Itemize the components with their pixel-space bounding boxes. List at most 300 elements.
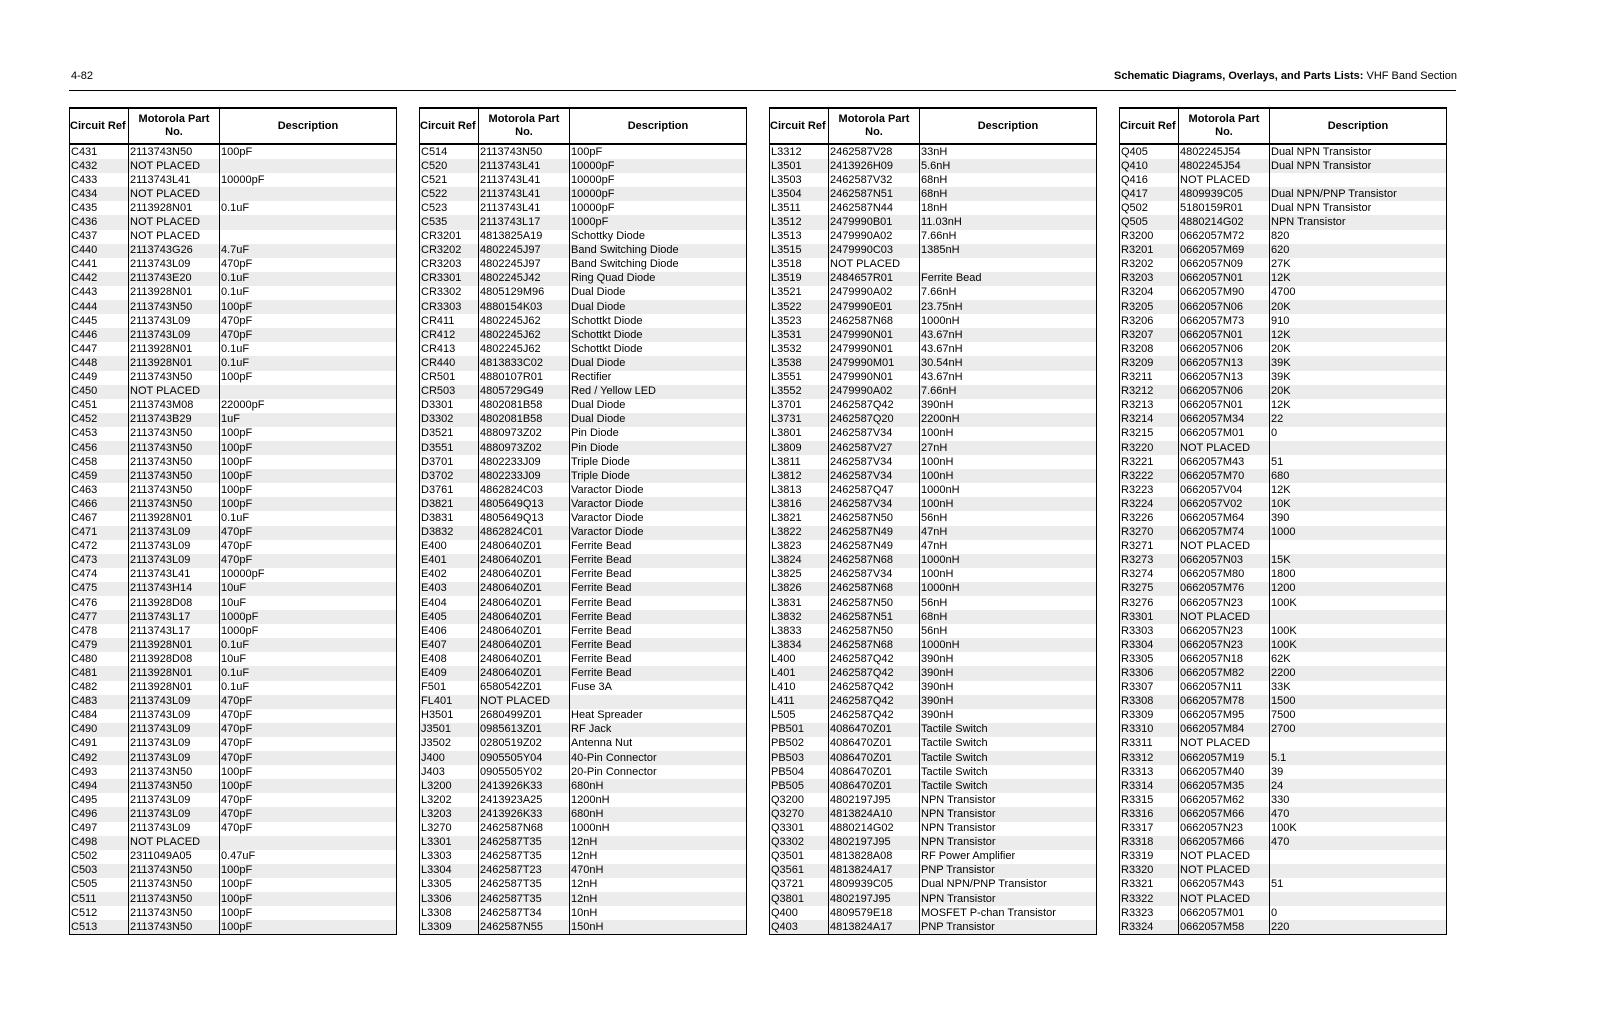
description-cell: Schottkt Diode [571, 314, 643, 327]
description-cell: 39K [1270, 356, 1447, 370]
circuit-ref-cell: C448 [70, 356, 129, 370]
circuit-ref-cell: Q3501 [770, 850, 829, 864]
table-row [70, 582, 397, 596]
part-number-cell: 2113743N50 [129, 455, 220, 469]
circuit-ref-cell: C441 [70, 258, 129, 272]
circuit-ref-cell: R3271 [1120, 540, 1179, 554]
table-row [770, 906, 1097, 920]
part-number-cell: NOT PLACED [1179, 737, 1270, 751]
part-number-cell: 4813824A17 [829, 920, 920, 935]
part-number-cell: 2462587T35 [479, 836, 570, 850]
table-body [1120, 144, 1447, 935]
circuit-ref-cell: R3223 [1120, 483, 1179, 497]
description-cell [1270, 441, 1447, 455]
circuit-ref-cell: R3303 [1120, 624, 1179, 638]
description-cell: 150nH [570, 920, 747, 935]
description-cell: Dual NPN Transistor [1271, 145, 1372, 158]
part-number-cell: 4880973Z02 [479, 441, 570, 455]
circuit-ref-cell: C449 [70, 371, 129, 385]
description-cell: 1500 [1270, 695, 1447, 709]
part-number-cell: 0662057N06 [1179, 300, 1270, 314]
table-row [770, 695, 1097, 709]
column-header-description: Description [920, 108, 1097, 144]
description-cell: 0.1uF [221, 201, 250, 214]
circuit-ref-cell: R3322 [1120, 892, 1179, 906]
table-row [70, 554, 397, 568]
part-number-cell: 0662057N01 [1179, 328, 1270, 342]
part-number-cell: 4813824A17 [829, 864, 920, 878]
description-cell: NPN Transistor [1270, 215, 1447, 229]
description-cell: 0.1uF [221, 511, 250, 524]
description-cell: 100K [1271, 624, 1297, 637]
description-cell: 12nH [571, 850, 598, 863]
circuit-ref-cell: Q3721 [770, 878, 829, 892]
table-row [420, 272, 747, 286]
description-cell: 68nH [920, 187, 1097, 201]
circuit-ref-cell: R3273 [1120, 554, 1179, 568]
table-row [420, 497, 747, 511]
circuit-ref-cell: C466 [70, 497, 129, 511]
circuit-ref-cell: R3224 [1120, 497, 1179, 511]
description-cell: 0.1uF [220, 638, 397, 652]
table-row [770, 737, 1097, 751]
part-number-cell: 6580542Z01 [479, 681, 570, 695]
part-number-cell: 4805649Q13 [479, 511, 570, 525]
table-row [420, 779, 747, 793]
table-row [1120, 723, 1447, 737]
part-number-cell: 2113928D08 [129, 596, 220, 610]
circuit-ref-cell: D3831 [420, 511, 479, 525]
part-number-cell: 2113743N50 [129, 906, 220, 920]
circuit-ref-cell: R3274 [1120, 568, 1179, 582]
part-number-cell: 4809939C05 [829, 878, 920, 892]
circuit-ref-cell: C473 [70, 554, 129, 568]
description-cell: 10000pF [571, 201, 615, 214]
description-cell: 12nH [570, 836, 747, 850]
circuit-ref-cell: D3832 [420, 526, 479, 540]
part-number-cell: 2413923A25 [479, 793, 570, 807]
circuit-ref-cell: C520 [420, 159, 479, 173]
description-cell [1270, 173, 1447, 187]
circuit-ref-cell: L3822 [770, 526, 829, 540]
circuit-ref-cell: R3207 [1120, 328, 1179, 342]
part-number-cell: 2462587N50 [829, 511, 920, 525]
part-number-cell: 2113928N01 [129, 201, 220, 215]
part-number-cell: 2479990A02 [829, 230, 920, 244]
table-row [420, 765, 747, 779]
circuit-ref-cell: C490 [70, 723, 129, 737]
circuit-ref-cell: E402 [420, 568, 479, 582]
part-number-cell: 2480640Z01 [479, 652, 570, 666]
table-row [420, 413, 747, 427]
description-cell: PNP Transistor [920, 864, 1097, 878]
part-number-cell: 2113743N50 [129, 144, 220, 159]
description-cell [220, 187, 397, 201]
part-number-cell: 2462587T34 [479, 906, 570, 920]
part-number-cell: 2462587N68 [829, 554, 920, 568]
part-number-cell: 2113743L09 [129, 737, 220, 751]
table-row [420, 526, 747, 540]
circuit-ref-cell: C484 [70, 709, 129, 723]
part-number-cell: 4813824A10 [829, 807, 920, 821]
table-row [770, 511, 1097, 525]
table-row [70, 737, 397, 751]
description-cell: 1uF [220, 413, 397, 427]
part-number-cell: NOT PLACED [1179, 173, 1270, 187]
description-cell: Tactile Switch [920, 779, 1097, 793]
table-row [70, 413, 397, 427]
circuit-ref-cell: C494 [70, 779, 129, 793]
description-cell: 1000pF [220, 610, 397, 624]
description-cell: 470pF [220, 751, 397, 765]
description-cell: 43.67nH [921, 342, 963, 355]
circuit-ref-cell: C535 [420, 215, 479, 229]
table-row [1120, 836, 1447, 850]
circuit-ref-cell: L3834 [770, 638, 829, 652]
part-number-cell: 2113743N50 [129, 878, 220, 892]
part-number-cell: 2113743L41 [479, 201, 570, 215]
table-row [70, 328, 397, 342]
part-number-cell: 2480640Z01 [479, 596, 570, 610]
table-row [770, 526, 1097, 540]
part-number-cell: 4880214G02 [829, 822, 920, 836]
part-number-cell: 0662057M19 [1179, 751, 1270, 765]
table-row [1120, 892, 1447, 906]
table-row [420, 314, 747, 328]
table-row [1120, 765, 1447, 779]
description-cell: Dual NPN/PNP Transistor [921, 878, 1047, 891]
circuit-ref-cell: R3307 [1120, 681, 1179, 695]
circuit-ref-cell: D3701 [420, 455, 479, 469]
description-cell: 12K [1271, 399, 1291, 412]
table-row [70, 371, 397, 385]
circuit-ref-cell: C521 [420, 173, 479, 187]
table-row [770, 286, 1097, 300]
part-number-cell: 2113743B29 [129, 413, 220, 427]
table-row [1120, 779, 1447, 793]
table-row [770, 638, 1097, 652]
description-cell: 100pF [220, 469, 397, 483]
circuit-ref-cell: R3202 [1120, 258, 1179, 272]
table-row [70, 314, 397, 328]
column-header-circuit-ref: Circuit Ref [420, 108, 479, 144]
part-number-cell: 2462587T35 [479, 850, 570, 864]
part-number-cell: 2113928N01 [129, 511, 220, 525]
circuit-ref-cell: R3309 [1120, 709, 1179, 723]
circuit-ref-cell: R3316 [1120, 807, 1179, 821]
part-number-cell: 2113743N50 [129, 892, 220, 906]
section-title: Schematic Diagrams, Overlays, and Parts Lists: [1113, 70, 1364, 82]
part-number-cell: 2113743M08 [129, 399, 220, 413]
table-row [1120, 681, 1447, 695]
table-row [770, 441, 1097, 455]
table-row [420, 793, 747, 807]
part-number-cell: 2479990A02 [829, 286, 920, 300]
part-number-cell: 2113743L09 [129, 709, 220, 723]
table-row [770, 356, 1097, 370]
circuit-ref-cell: R3324 [1120, 920, 1179, 935]
description-cell: 56nH [921, 624, 948, 637]
circuit-ref-cell: Q3200 [770, 793, 829, 807]
description-cell: 4700 [1271, 286, 1296, 299]
circuit-ref-cell: Q405 [1120, 144, 1179, 159]
table-row [420, 892, 747, 906]
part-number-cell: 0662057M72 [1179, 230, 1270, 244]
part-number-cell: 0662057N03 [1179, 554, 1270, 568]
circuit-ref-cell: L3512 [770, 215, 829, 229]
table-row [1120, 850, 1447, 864]
description-cell: 100nH [921, 568, 954, 581]
part-number-cell: 4809579E18 [829, 906, 920, 920]
part-number-cell: 4802245J62 [479, 328, 570, 342]
circuit-ref-cell: L3515 [770, 244, 829, 258]
table-row [770, 173, 1097, 187]
circuit-ref-cell: C512 [70, 906, 129, 920]
part-number-cell: 0905505Y04 [479, 751, 570, 765]
part-number-cell: 2462587N68 [829, 314, 920, 328]
description-cell: 330 [1271, 793, 1290, 806]
table-row [1120, 807, 1447, 821]
table-row [70, 159, 397, 173]
table-row [420, 286, 747, 300]
table-row [70, 723, 397, 737]
circuit-ref-cell: C432 [70, 159, 129, 173]
part-number-cell: 0662057M74 [1179, 526, 1270, 540]
circuit-ref-cell: C463 [70, 483, 129, 497]
part-number-cell: 4802233J09 [479, 469, 570, 483]
table-row [420, 258, 747, 272]
circuit-ref-cell: R3203 [1120, 272, 1179, 286]
part-number-cell: 2479990N01 [829, 342, 920, 356]
table-row [70, 822, 397, 836]
circuit-ref-cell: L3523 [770, 314, 829, 328]
description-cell: 2200nH [920, 413, 1097, 427]
circuit-ref-cell: R3211 [1120, 371, 1179, 385]
table-row [70, 215, 397, 229]
description-cell: 40-Pin Connector [570, 751, 747, 765]
part-number-cell: 2113743L17 [129, 624, 220, 638]
table-row [70, 850, 397, 864]
table-row [770, 568, 1097, 582]
table-row [1120, 215, 1447, 229]
table-row [420, 230, 747, 244]
description-cell: 12K [1270, 328, 1447, 342]
circuit-ref-cell: Q3302 [770, 836, 829, 850]
part-number-cell: 2113743L41 [479, 187, 570, 201]
circuit-ref-cell: L3513 [770, 230, 829, 244]
circuit-ref-cell: L3270 [420, 822, 479, 836]
part-number-cell: 4086470Z01 [829, 751, 920, 765]
part-number-cell: 2462587V27 [829, 441, 920, 455]
circuit-ref-cell: E407 [420, 638, 479, 652]
description-cell: RF Jack [570, 723, 747, 737]
part-number-cell: 4880107R01 [479, 371, 570, 385]
table-row [70, 892, 397, 906]
table-row [1120, 751, 1447, 765]
column-header-part-no: Motorola Part No. [129, 108, 220, 144]
description-cell: 0 [1271, 906, 1278, 919]
circuit-ref-cell: L3825 [770, 568, 829, 582]
table-row [770, 328, 1097, 342]
part-number-cell: 2480640Z01 [479, 610, 570, 624]
part-number-cell: 2311049A05 [129, 850, 220, 864]
circuit-ref-cell: L3531 [770, 328, 829, 342]
circuit-ref-cell: PB502 [770, 737, 829, 751]
circuit-ref-cell: C478 [70, 624, 129, 638]
table-row [420, 244, 747, 258]
part-number-cell: 2113928N01 [129, 286, 220, 300]
table-row [70, 652, 397, 666]
table-row [70, 709, 397, 723]
circuit-ref-cell: C497 [70, 822, 129, 836]
table-row [770, 582, 1097, 596]
circuit-ref-cell: J403 [420, 765, 479, 779]
circuit-ref-cell: L3812 [770, 469, 829, 483]
page-header [1114, 70, 1457, 82]
circuit-ref-cell: H3501 [420, 709, 479, 723]
table-row [770, 807, 1097, 821]
table-row [420, 385, 747, 399]
part-number-cell: NOT PLACED [1179, 610, 1270, 624]
table-row [770, 300, 1097, 314]
circuit-ref-cell: L3306 [420, 892, 479, 906]
description-cell: 39 [1271, 765, 1284, 778]
circuit-ref-cell: C491 [70, 737, 129, 751]
description-cell: Fuse 3A [571, 681, 612, 694]
part-number-cell: 4086470Z01 [829, 779, 920, 793]
description-cell: 100pF [220, 920, 397, 935]
description-cell: 1200 [1270, 582, 1447, 596]
circuit-ref-cell: L3552 [770, 385, 829, 399]
part-number-cell: 0662057M80 [1179, 568, 1270, 582]
column-header-part-no: Motorola Part No. [829, 108, 920, 144]
part-number-cell: 2462587Q42 [829, 709, 920, 723]
circuit-ref-cell: R3201 [1120, 244, 1179, 258]
description-cell: 470 [1270, 807, 1447, 821]
part-number-cell: 0662057M73 [1179, 314, 1270, 328]
table-row [420, 723, 747, 737]
description-cell: Pin Diode [571, 427, 619, 440]
description-cell: 390nH [920, 666, 1097, 680]
circuit-ref-cell: C434 [70, 187, 129, 201]
circuit-ref-cell: R3226 [1120, 511, 1179, 525]
part-number-cell: 2113743N50 [129, 779, 220, 793]
part-number-cell: 0662057N23 [1179, 596, 1270, 610]
description-cell: Tactile Switch [920, 751, 1097, 765]
circuit-ref-cell: L3504 [770, 187, 829, 201]
circuit-ref-cell: L3826 [770, 582, 829, 596]
part-number-cell: 2479990E01 [829, 300, 920, 314]
part-number-cell: 0662057M78 [1179, 695, 1270, 709]
description-cell: 1800 [1271, 568, 1296, 581]
part-number-cell: 2480640Z01 [479, 582, 570, 596]
description-cell: 470pF [220, 807, 397, 821]
part-number-cell: 2113743H14 [129, 582, 220, 596]
table-row [420, 441, 747, 455]
part-number-cell: 4086470Z01 [829, 765, 920, 779]
circuit-ref-cell: C456 [70, 441, 129, 455]
column-header-description: Description [570, 108, 747, 144]
description-cell: Varactor Diode [570, 497, 747, 511]
part-number-cell: 0662057M43 [1179, 878, 1270, 892]
table-row [1120, 666, 1447, 680]
part-number-cell: 2462587Q42 [829, 666, 920, 680]
description-cell: Ferrite Bead [570, 610, 747, 624]
table-row [770, 201, 1097, 215]
description-cell: Band Switching Diode [571, 258, 679, 271]
part-number-cell: 4802081B58 [479, 399, 570, 413]
circuit-ref-cell: L3501 [770, 159, 829, 173]
table-row [70, 751, 397, 765]
description-cell: Ferrite Bead [571, 624, 632, 637]
table-row [1120, 920, 1447, 935]
circuit-ref-cell: CR3202 [420, 244, 479, 258]
part-number-cell: 2113743N50 [129, 441, 220, 455]
circuit-ref-cell: R3314 [1120, 779, 1179, 793]
circuit-ref-cell: L3521 [770, 286, 829, 300]
part-number-cell: 2462587V34 [829, 455, 920, 469]
part-number-cell: 4802245J97 [479, 258, 570, 272]
table-row [770, 765, 1097, 779]
description-cell: 0.1uF [220, 272, 397, 286]
table-row [770, 314, 1097, 328]
part-number-cell: NOT PLACED [1179, 441, 1270, 455]
circuit-ref-cell: R3306 [1120, 666, 1179, 680]
description-cell: NPN Transistor [921, 822, 996, 835]
circuit-ref-cell: Q400 [770, 906, 829, 920]
description-cell: 62K [1271, 652, 1291, 665]
table-row [420, 906, 747, 920]
circuit-ref-cell: C479 [70, 638, 129, 652]
table-row [420, 469, 747, 483]
part-number-cell: 2480640Z01 [479, 540, 570, 554]
table-row [770, 187, 1097, 201]
description-cell: 470pF [221, 258, 253, 271]
circuit-ref-cell: C498 [70, 836, 129, 850]
circuit-ref-cell: C523 [420, 201, 479, 215]
table-row [770, 878, 1097, 892]
description-cell: Ferrite Bead [571, 596, 632, 609]
column-header-circuit-ref: Circuit Ref [1120, 108, 1179, 144]
circuit-ref-cell: C452 [70, 413, 129, 427]
circuit-ref-cell: C436 [70, 215, 129, 229]
circuit-ref-cell: C437 [70, 230, 129, 244]
description-cell: Rectifier [571, 371, 612, 384]
column-header-description: Description [1270, 108, 1447, 144]
table-row [1120, 610, 1447, 624]
part-number-cell: 2462587N50 [829, 596, 920, 610]
description-cell: 680 [1270, 469, 1447, 483]
part-number-cell: 2462587V32 [829, 173, 920, 187]
column-header-part-no: Motorola Part No. [1179, 108, 1270, 144]
table-row [70, 441, 397, 455]
table-row [420, 638, 747, 652]
part-number-cell: 0662057N13 [1179, 356, 1270, 370]
description-cell: Antenna Nut [571, 737, 633, 750]
table-row [420, 540, 747, 554]
table-row [420, 483, 747, 497]
description-cell: 100pF [221, 455, 253, 468]
description-cell: PNP Transistor [920, 920, 1097, 935]
circuit-ref-cell: CR3303 [420, 300, 479, 314]
part-number-cell: 2413926K33 [479, 807, 570, 821]
part-number-cell: NOT PLACED [1179, 850, 1270, 864]
circuit-ref-cell: R3318 [1120, 836, 1179, 850]
circuit-ref-cell: C445 [70, 314, 129, 328]
part-number-cell: 0662057M58 [1179, 920, 1270, 935]
circuit-ref-cell: D3551 [420, 441, 479, 455]
description-cell: 1200nH [571, 793, 610, 806]
